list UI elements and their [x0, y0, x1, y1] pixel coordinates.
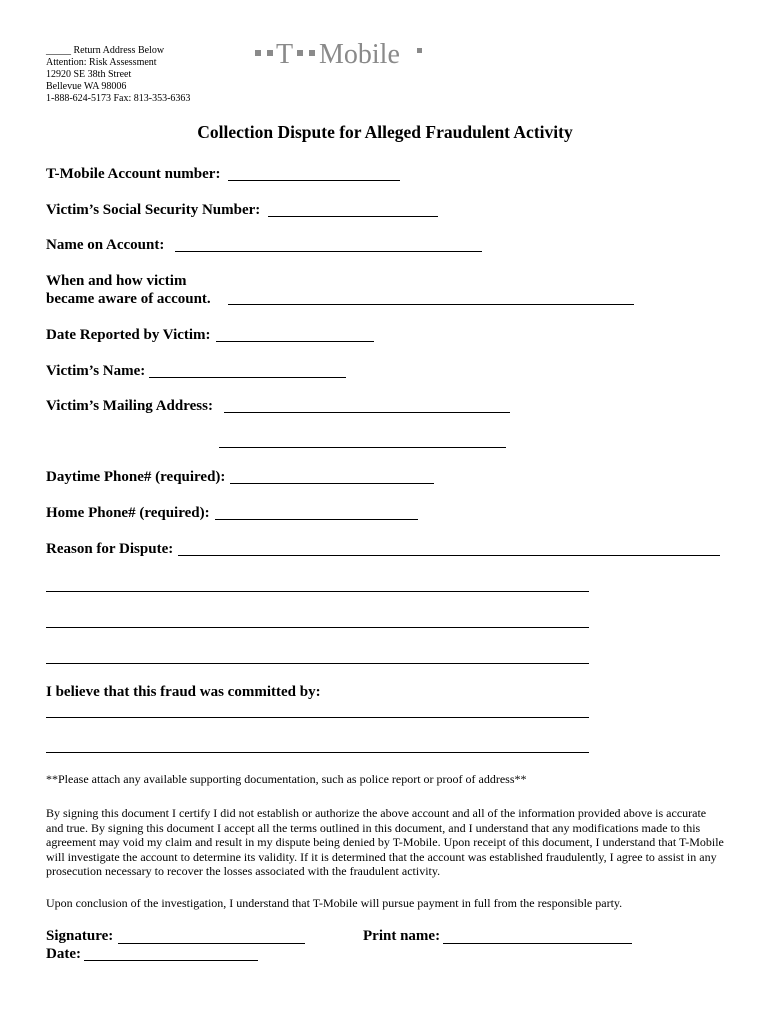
- mailing-address-label: Victim’s Mailing Address:: [46, 398, 213, 414]
- ssn-line[interactable]: [268, 216, 438, 217]
- committed-by-line[interactable]: [46, 717, 589, 718]
- conclusion-paragraph: Upon conclusion of the investigation, I understand that T-Mobile will pursue payment in full from the responsible party.: [46, 896, 623, 910]
- attachment-note: **Please attach any available supporting documentation, such as police report or proof of address**: [46, 772, 527, 786]
- committed-by-line-2[interactable]: [46, 752, 589, 753]
- aware-line[interactable]: [228, 304, 634, 305]
- reason-line[interactable]: [178, 555, 720, 556]
- signature-line[interactable]: [118, 943, 305, 944]
- committed-by-label: I believe that this fraud was committed by:: [46, 684, 321, 700]
- signature-label: Signature:: [46, 928, 114, 944]
- reason-line-3[interactable]: [46, 627, 589, 628]
- home-phone-line[interactable]: [215, 519, 418, 520]
- name-on-account-line[interactable]: [175, 251, 482, 252]
- logo-letter: T: [276, 39, 294, 68]
- return-address-line: _____ Return Address Below: [46, 45, 165, 56]
- name-on-account-label: Name on Account:: [46, 237, 165, 253]
- aware-label-line1: When and how victim: [46, 273, 187, 289]
- mailing-address-line[interactable]: [224, 412, 510, 413]
- date-reported-label: Date Reported by Victim:: [46, 327, 211, 343]
- t-mobile-logo: [255, 36, 435, 68]
- date-line[interactable]: [84, 960, 258, 961]
- account-number-label: T-Mobile Account number:: [46, 166, 221, 182]
- account-number-line[interactable]: [228, 180, 400, 181]
- ssn-label: Victim’s Social Security Number:: [46, 202, 261, 218]
- daytime-phone-line[interactable]: [230, 483, 434, 484]
- print-name-line[interactable]: [443, 943, 632, 944]
- return-address-line: 12920 SE 38th Street: [46, 69, 132, 80]
- page-title: Collection Dispute for Alleged Fraudulent Activity: [197, 122, 573, 142]
- logo-wordmark: Mobile: [319, 39, 400, 68]
- aware-label-line2: became aware of account.: [46, 291, 211, 307]
- certification-paragraph: By signing this document I certify I did not establish or authorize the above account and all of the information provided above is accurate and true. By signing this document I accept all the terms outlined in this document, and I understand that any modifications made to this agreement may void my claim and result in my dispute being denied by T-Mobile. Upon receipt of this document, I understand that T-Mobile will investigate the account to determine its validity. If it is determined that the account was established fraudulently, I agree to assist in any prosecution necessary to recover the losses associated with the fraudulent activity.: [46, 806, 724, 879]
- print-name-label: Print name:: [363, 928, 441, 944]
- victim-name-label: Victim’s Name:: [46, 363, 146, 379]
- t-mobile-logo-graphic: [255, 36, 435, 68]
- reason-line-2[interactable]: [46, 591, 589, 592]
- date-label: Date:: [46, 946, 81, 962]
- victim-name-line[interactable]: [149, 377, 346, 378]
- return-address-line: 1-888-624-5173 Fax: 813-353-6363: [46, 93, 191, 104]
- return-address-line: Bellevue WA 98006: [46, 81, 127, 92]
- date-reported-line[interactable]: [216, 341, 374, 342]
- mailing-address-line-2[interactable]: [219, 447, 506, 448]
- daytime-phone-label: Daytime Phone# (required):: [46, 469, 226, 485]
- return-address-line: Attention: Risk Assessment: [46, 57, 157, 68]
- reason-line-4[interactable]: [46, 663, 589, 664]
- return-address: [46, 45, 190, 105]
- home-phone-label: Home Phone# (required):: [46, 505, 210, 521]
- reason-label: Reason for Dispute:: [46, 541, 174, 557]
